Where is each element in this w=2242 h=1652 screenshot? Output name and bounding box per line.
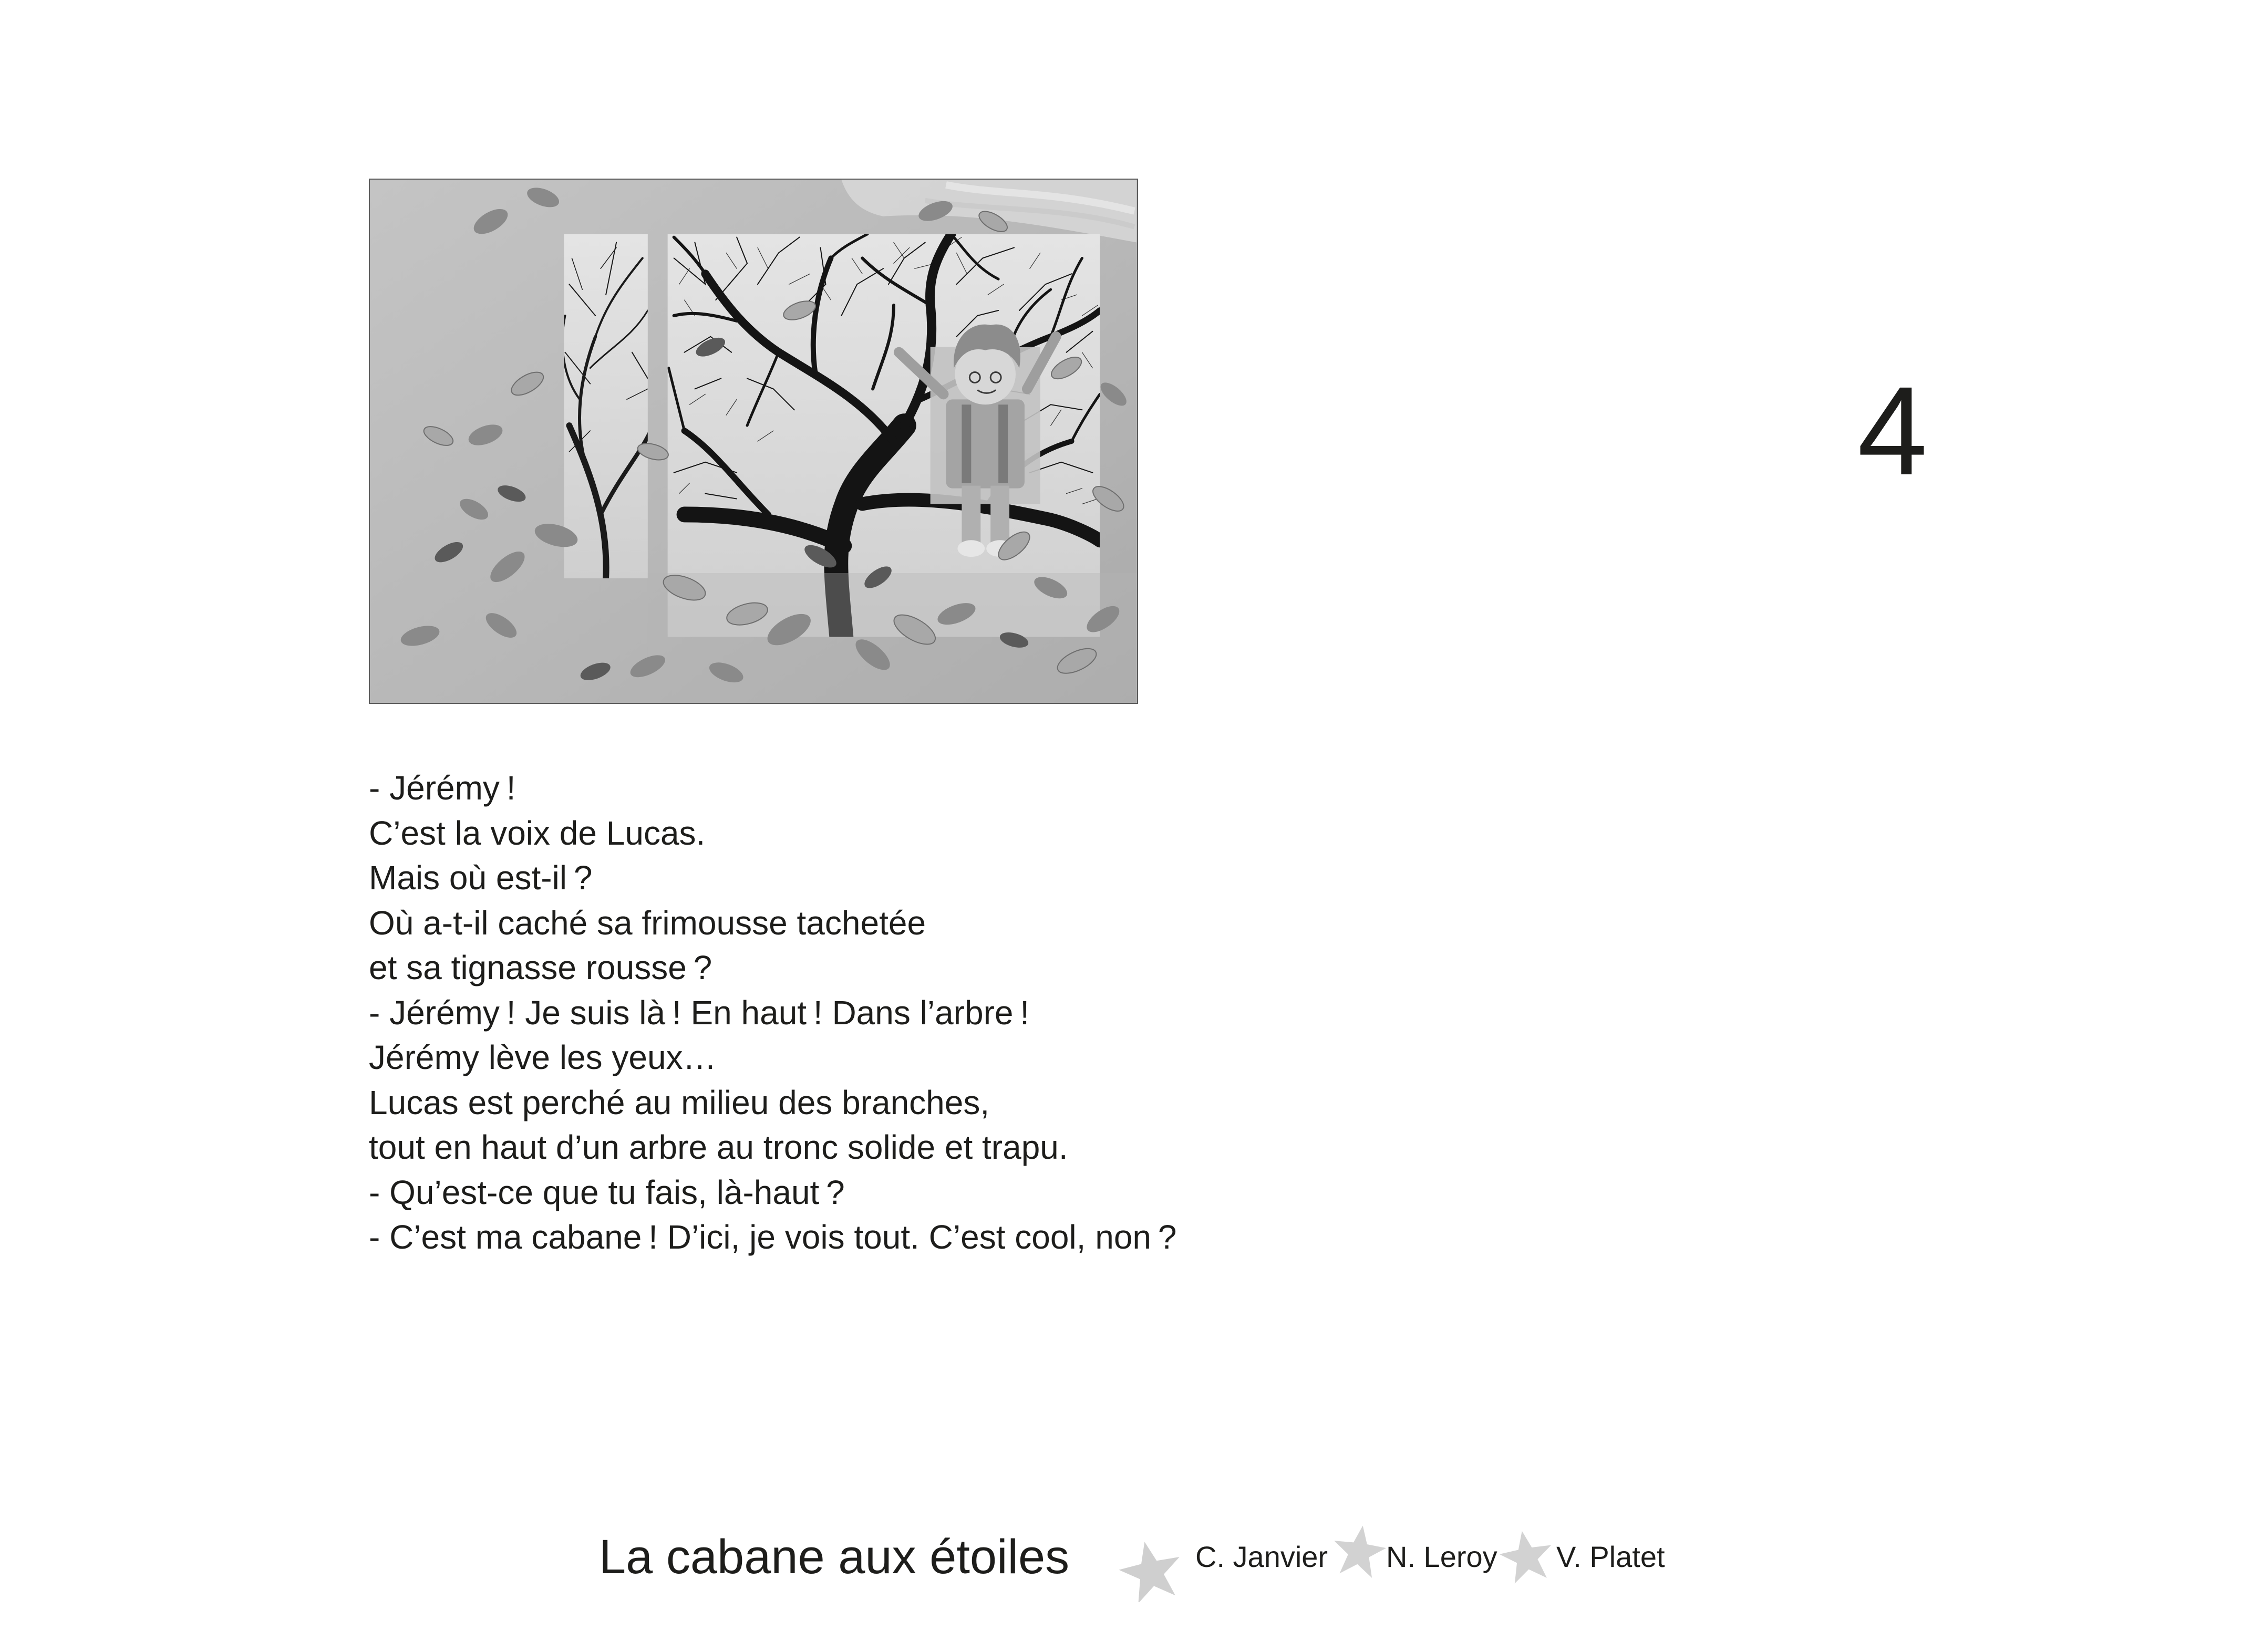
author-name: V. Platet [1556,1540,1665,1573]
author-name: C. Janvier [1195,1540,1328,1573]
story-line: C’est la voix de Lucas. [369,814,706,852]
star-icon [1117,1539,1185,1602]
book-title: La cabane aux étoiles [599,1530,1070,1584]
page-number: 4 [1857,360,1928,501]
story-line: et sa tignasse rousse ? [369,949,712,986]
tree-collage-image [370,180,1137,703]
star-icon [1497,1529,1555,1584]
story-line: Jérémy lève les yeux… [369,1038,717,1076]
story-line: - Qu’est-ce que tu fais, là-haut ? [369,1173,845,1211]
story-line: Où a-t-il caché sa frimousse tachetée [369,903,926,942]
story-illustration [369,179,1138,704]
author-name: N. Leroy [1386,1540,1497,1573]
story-text [369,766,1420,1260]
star-icon [1330,1523,1388,1578]
page-footer [599,1523,1702,1597]
story-line: - Jérémy ! [369,769,516,807]
story-line: tout en haut d’un arbre au tronc solide et trapu. [369,1128,1068,1166]
story-line: Lucas est perché au milieu des branches, [369,1083,990,1121]
story-line: - C’est ma cabane ! D’ici, je vois tout. C’est cool, non ? [369,1218,1177,1256]
story-line: Mais où est-il ? [369,859,593,897]
story-line: - Jérémy ! Je suis là ! En haut ! Dans l’arbre ! [369,993,1030,1032]
